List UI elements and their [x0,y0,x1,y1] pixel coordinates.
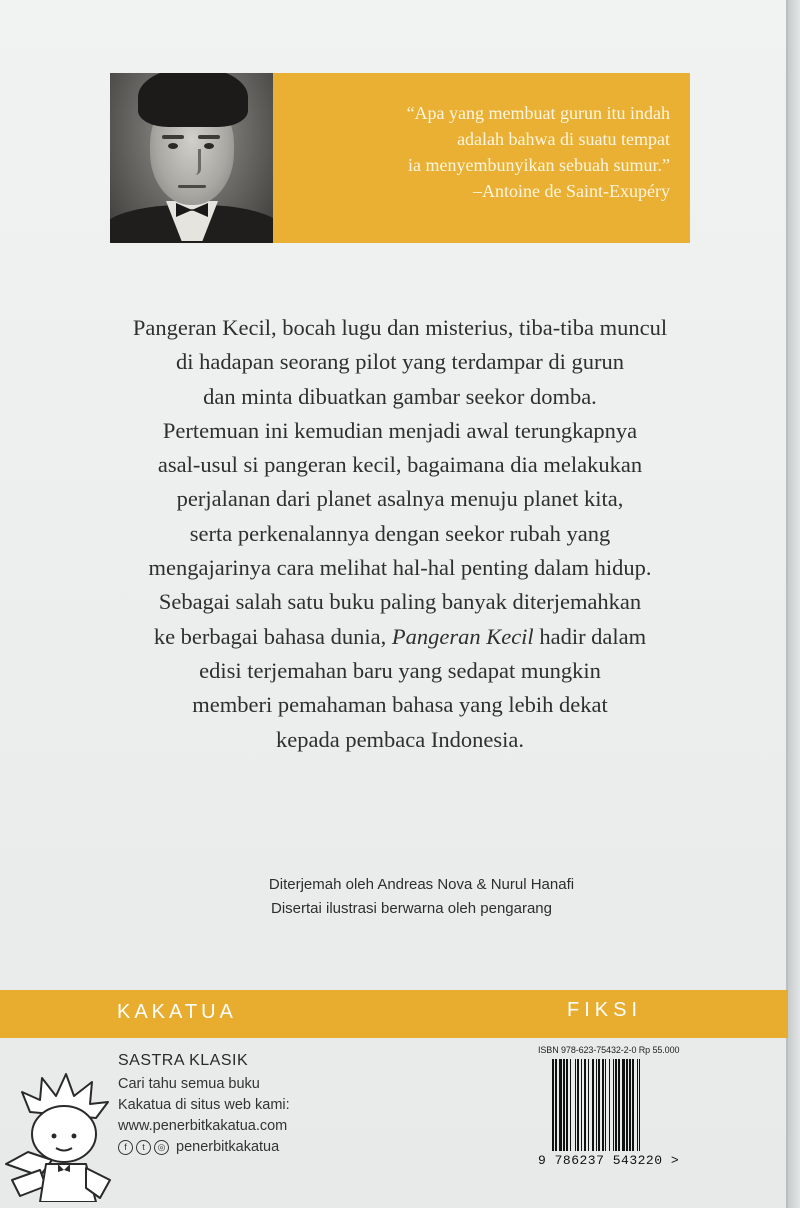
barcode-bars [552,1059,688,1151]
publisher-info [118,1050,290,1158]
info-line: Kakatua di situs web kami: [118,1097,290,1113]
instagram-icon[interactable]: ◎ [154,1140,169,1155]
description-line: Pangeran Kecil, bocah lugu dan misterius, tiba-tiba muncul [132,315,668,340]
book-description [60,311,740,757]
author-quote [280,100,670,204]
description-line: serta perkenalannya dengan seekor rubah yang [189,520,611,546]
book-title-italic: Pangeran Kecil [391,623,534,649]
isbn-price: ISBN 978-623-75432-2-0 Rp 55.000 [538,1045,680,1055]
book-edge [788,0,800,1208]
quote-line: ia menyembunyikan sebuah sumur.” [408,155,670,175]
credits [0,873,788,921]
description-line: mengajarinya cara melihat hal-hal penting dalam hidup. [148,555,652,581]
twitter-icon[interactable]: t [136,1140,151,1155]
description-line: edisi terjemahan baru yang sedapat mungkin [199,657,601,683]
barcode [538,1045,688,1168]
description-line: di hadapan seorang pilot yang terdampar di gurun [176,349,624,375]
description-line: perjalanan dari planet asalnya menuju planet kita, [176,486,624,512]
info-line: Cari tahu semua buku [118,1076,260,1092]
series-name: SASTRA KLASIK [118,1052,249,1069]
description-line: kepada pembaca Indonesia. [275,726,524,752]
category-label: FIKSI [567,999,643,1021]
description-line: ke berbagai bahasa dunia, Pangeran Kecil hadir dalam [153,623,647,649]
quote-line: “Apa yang membuat gurun itu indah [406,103,670,123]
description-line: Pertemuan ini kemudian menjadi awal terungkapnya [162,417,638,443]
illustration-credit: Disertai ilustrasi berwarna oleh pengarang [271,900,552,917]
translator-credit: Diterjemah oleh Andreas Nova & Nurul Hanafi [268,876,575,893]
author-photo [110,73,273,243]
description-line: asal-usul si pangeran kecil, bagaimana dia melakukan [157,452,643,478]
publisher-name: KAKATUA [117,1001,237,1023]
description-line: dan minta dibuatkan gambar seekor domba. [203,383,597,409]
social-handle: penerbitkakatua [176,1139,280,1155]
little-prince-mascot-icon [0,1052,130,1202]
website-link[interactable]: www.penerbitkakatua.com [118,1118,288,1134]
description-line: Sebagai salah satu buku paling banyak diterjemahkan [158,589,642,615]
barcode-digits: 9 786237 543220 > [538,1153,680,1168]
description-line: memberi pemahaman bahasa yang lebih dekat [192,692,608,718]
quote-line: adalah bahwa di suatu tempat [457,129,670,149]
publisher-band [0,990,788,1038]
quote-attribution: –Antoine de Saint-Exupéry [473,181,670,201]
social-links [118,1137,290,1158]
facebook-icon[interactable]: f [118,1140,133,1155]
